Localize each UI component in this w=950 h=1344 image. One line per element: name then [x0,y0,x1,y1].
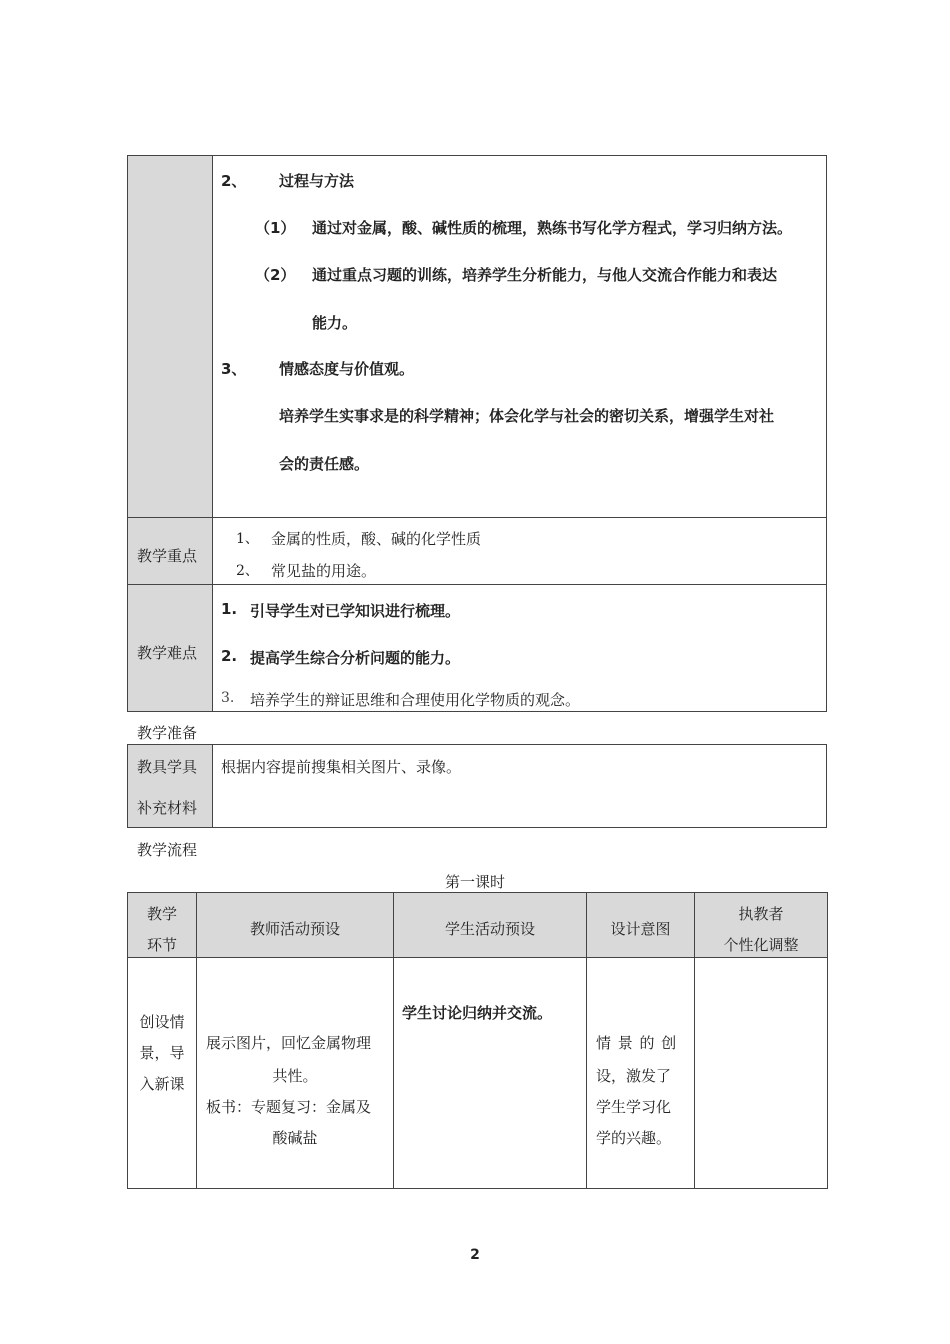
row1-stage-line3: 入新课 [139,1075,185,1093]
header-adjust-line1: 执教者 [738,905,784,923]
flow-heading: 教学流程 [137,841,198,859]
row1-stage-line2: 景，导 [139,1044,185,1062]
key-point-2-text: 常见盐的用途。 [271,562,377,580]
objective-3-text-line1: 培养学生实事求是的科学精神；体会化学与社会的密切关系，增强学生对社 [279,407,775,425]
difficulty-2-number: 2. [221,647,238,665]
key-point-1-text: 金属的性质，酸、碱的化学性质 [271,530,482,548]
header-stage-line1: 教学 [146,905,177,923]
objective-3-text-line2: 会的责任感。 [279,455,370,473]
difficulty-1-text: 引导学生对已学知识进行梳理。 [250,602,461,620]
objective-3-number: 3、 [221,360,247,378]
objective-2-sub1-number: （1） [255,219,296,237]
header-student: 学生活动预设 [444,920,535,938]
row1-intent-line3: 学生学习化 [596,1098,672,1116]
table1-row-divider [127,517,827,518]
objective-2-sub2-number: （2） [255,266,296,284]
objective-2-sub2-text-line2: 能力。 [312,314,358,332]
row1-teacher-line3: 板书：专题复习：金属及 [206,1098,372,1116]
row1-teacher-line1: 展示图片，回忆金属物理 [206,1034,372,1052]
table1-row-divider [127,584,827,585]
row1-intent-line4: 学的兴趣。 [596,1129,672,1147]
key-point-2-number: 2、 [236,563,259,579]
row1-teacher-line2: 共性。 [272,1067,318,1085]
row1-intent-line1: 情 景 的 创 [596,1034,677,1052]
objective-2-title: 过程与方法 [279,172,355,190]
prep-content: 根据内容提前搜集相关图片、录像。 [221,758,462,776]
objectives-table [127,155,827,712]
difficulty-3-number: 3. [221,690,235,706]
prep-column-divider [212,744,213,828]
prep-label-materials: 补充材料 [137,799,198,817]
page-number: 2 [470,1247,480,1263]
row1-student: 学生讨论归纳并交流。 [402,1004,553,1022]
prep-heading: 教学准备 [137,724,198,742]
objective-2-sub2-text-line1: 通过重点习题的训练，培养学生分析能力，与他人交流合作能力和表达 [312,266,778,284]
objective-3-title: 情感态度与价值观。 [279,360,415,378]
key-point-1-number: 1、 [236,531,259,547]
objective-2-sub1-text: 通过对金属，酸、碱性质的梳理，熟练书写化学方程式，学习归纳方法。 [312,219,793,237]
difficulty-1-number: 1. [221,600,238,618]
table1-column-divider [212,155,213,712]
row1-stage-line1: 创设情 [139,1013,185,1031]
header-intent: 设计意图 [610,920,671,938]
difficulty-3-text: 培养学生的辩证思维和合理使用化学物质的观念。 [250,691,581,709]
row1-teacher-line4: 酸碱盐 [272,1129,318,1147]
header-adjust-line2: 个性化调整 [723,936,799,954]
lesson-title: 第一课时 [444,873,505,891]
key-points-label: 教学重点 [137,547,198,565]
header-stage-line2: 环节 [146,936,177,954]
prep-label-tools: 教具学具 [137,758,198,776]
header-teacher: 教师活动预设 [249,920,340,938]
objective-2-number: 2、 [221,172,247,190]
flow-header-divider [127,957,828,958]
difficulties-label: 教学难点 [137,644,198,662]
row1-intent-line2: 设，激发了 [596,1067,672,1085]
difficulty-2-text: 提高学生综合分析问题的能力。 [250,649,461,667]
